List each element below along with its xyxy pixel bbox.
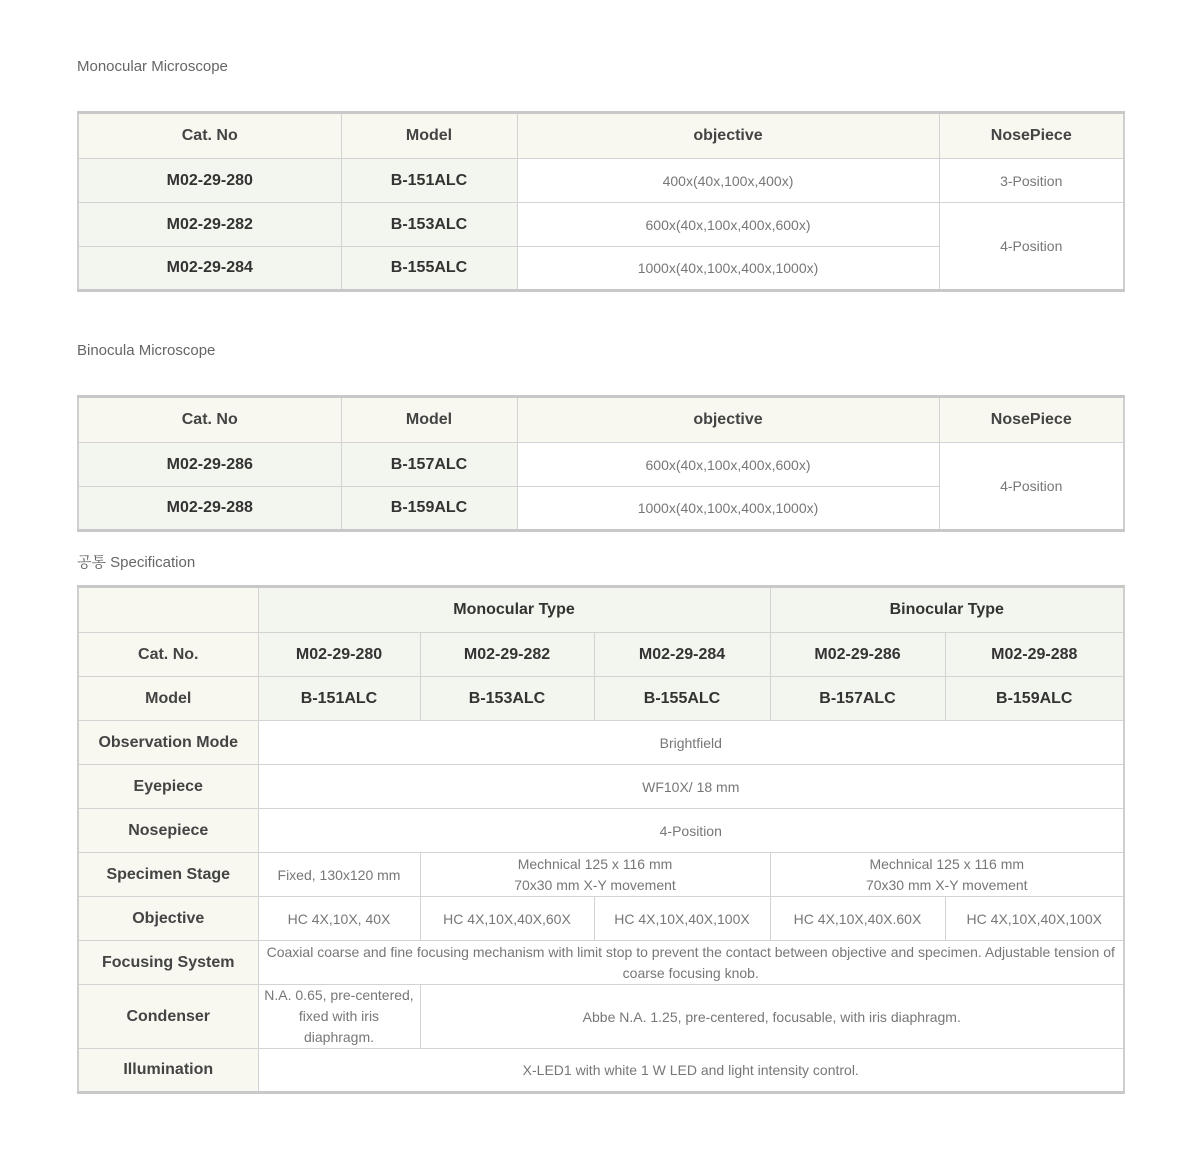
catno-cell: M02-29-288 <box>945 633 1124 677</box>
header-objective: objective <box>517 113 939 159</box>
objective-cell: 600x(40x,100x,400x,600x) <box>517 443 939 487</box>
illumination-row <box>78 1049 1124 1093</box>
illumination-value: X-LED1 with white 1 W LED and light intensity control. <box>258 1049 1124 1093</box>
cat-no-cell: M02-29-284 <box>78 247 341 291</box>
model-cell: B-153ALC <box>420 677 594 721</box>
nosepiece-cell: 3-Position <box>939 159 1124 203</box>
catno-cell: M02-29-280 <box>258 633 420 677</box>
condenser-label: Condenser <box>78 985 258 1049</box>
nosepiece-cell: 4-Position <box>939 203 1124 291</box>
group-header-row <box>78 587 1124 633</box>
stage-label: Specimen Stage <box>78 853 258 897</box>
model-label: Model <box>78 677 258 721</box>
model-cell: B-153ALC <box>341 203 517 247</box>
catno-row <box>78 633 1124 677</box>
cat-no-cell: M02-29-286 <box>78 443 341 487</box>
stage-row <box>78 853 1124 897</box>
objective-row <box>78 897 1124 941</box>
model-cell: B-159ALC <box>945 677 1124 721</box>
objective-cell: HC 4X,10X,40X,100X <box>594 897 770 941</box>
objective-cell: HC 4X,10X, 40X <box>258 897 420 941</box>
common-spec-table <box>77 585 1125 1094</box>
catno-cell: M02-29-284 <box>594 633 770 677</box>
objective-cell: 1000x(40x,100x,400x,1000x) <box>517 487 939 531</box>
model-cell: B-155ALC <box>341 247 517 291</box>
common-section-title: 공통 Specification <box>77 554 196 571</box>
eyepiece-label: Eyepiece <box>78 765 258 809</box>
table-row <box>78 443 1124 487</box>
objective-cell: 1000x(40x,100x,400x,1000x) <box>517 247 939 291</box>
catno-cell: M02-29-282 <box>420 633 594 677</box>
observation-label: Observation Mode <box>78 721 258 765</box>
objective-cell: 400x(40x,100x,400x) <box>517 159 939 203</box>
condenser-rest-value: Abbe N.A. 1.25, pre-centered, focusable, with iris diaphragm. <box>420 985 1124 1049</box>
monocular-section-title: Monocular Microscope <box>77 58 228 75</box>
focusing-row <box>78 941 1124 985</box>
stage-binocular-value <box>770 853 1124 897</box>
header-nosepiece: NosePiece <box>939 113 1124 159</box>
condenser-row <box>78 985 1124 1049</box>
nosepiece-value: 4-Position <box>258 809 1124 853</box>
model-cell: B-151ALC <box>258 677 420 721</box>
observation-value: Brightfield <box>258 721 1124 765</box>
table-header-row <box>78 397 1124 443</box>
stage-bino-line1: Mechnical 125 x 116 mm <box>869 855 1025 872</box>
observation-row <box>78 721 1124 765</box>
nosepiece-label: Nosepiece <box>78 809 258 853</box>
model-cell: B-151ALC <box>341 159 517 203</box>
table-row <box>78 203 1124 247</box>
model-cell: B-157ALC <box>341 443 517 487</box>
focusing-label: Focusing System <box>78 941 258 985</box>
nosepiece-row <box>78 809 1124 853</box>
table-row <box>78 159 1124 203</box>
monocular-type-header: Monocular Type <box>258 587 770 633</box>
model-cell: B-157ALC <box>770 677 945 721</box>
binocular-table <box>77 395 1125 532</box>
nosepiece-cell: 4-Position <box>939 443 1124 531</box>
condenser-first-value: N.A. 0.65, pre-centered, fixed with iris diaphragm. <box>258 985 420 1049</box>
stage-mechanical-value <box>420 853 770 897</box>
cat-no-cell: M02-29-282 <box>78 203 341 247</box>
binocular-section-title: Binocula Microscope <box>77 342 216 359</box>
model-cell: B-159ALC <box>341 487 517 531</box>
objective-cell: HC 4X,10X,40X,60X <box>420 897 594 941</box>
stage-fixed-value: Fixed, 130x120 mm <box>258 853 420 897</box>
header-model: Model <box>341 397 517 443</box>
monocular-table <box>77 111 1125 292</box>
stage-mech-line2: 70x30 mm X-Y movement <box>514 876 676 893</box>
header-cat-no: Cat. No <box>78 397 341 443</box>
objective-cell: 600x(40x,100x,400x,600x) <box>517 203 939 247</box>
objective-cell: HC 4X,10X,40X.60X <box>770 897 945 941</box>
header-cat-no: Cat. No <box>78 113 341 159</box>
corner-cell <box>78 587 258 633</box>
illumination-label: Illumination <box>78 1049 258 1093</box>
stage-mech-line1: Mechnical 125 x 116 mm <box>517 855 673 872</box>
cat-no-cell: M02-29-288 <box>78 487 341 531</box>
objective-label: Objective <box>78 897 258 941</box>
objective-cell: HC 4X,10X,40X,100X <box>945 897 1124 941</box>
header-model: Model <box>341 113 517 159</box>
model-cell: B-155ALC <box>594 677 770 721</box>
cat-no-cell: M02-29-280 <box>78 159 341 203</box>
catno-cell: M02-29-286 <box>770 633 945 677</box>
focusing-value: Coaxial coarse and fine focusing mechanism with limit stop to prevent the contact between objective and specimen. Adjustable tension of coarse focusing knob. <box>258 941 1124 985</box>
header-objective: objective <box>517 397 939 443</box>
model-row <box>78 677 1124 721</box>
eyepiece-value: WF10X/ 18 mm <box>258 765 1124 809</box>
binocular-type-header: Binocular Type <box>770 587 1124 633</box>
eyepiece-row <box>78 765 1124 809</box>
stage-bino-line2: 70x30 mm X-Y movement <box>865 876 1028 893</box>
table-header-row <box>78 113 1124 159</box>
catno-label: Cat. No. <box>78 633 258 677</box>
header-nosepiece: NosePiece <box>939 397 1124 443</box>
